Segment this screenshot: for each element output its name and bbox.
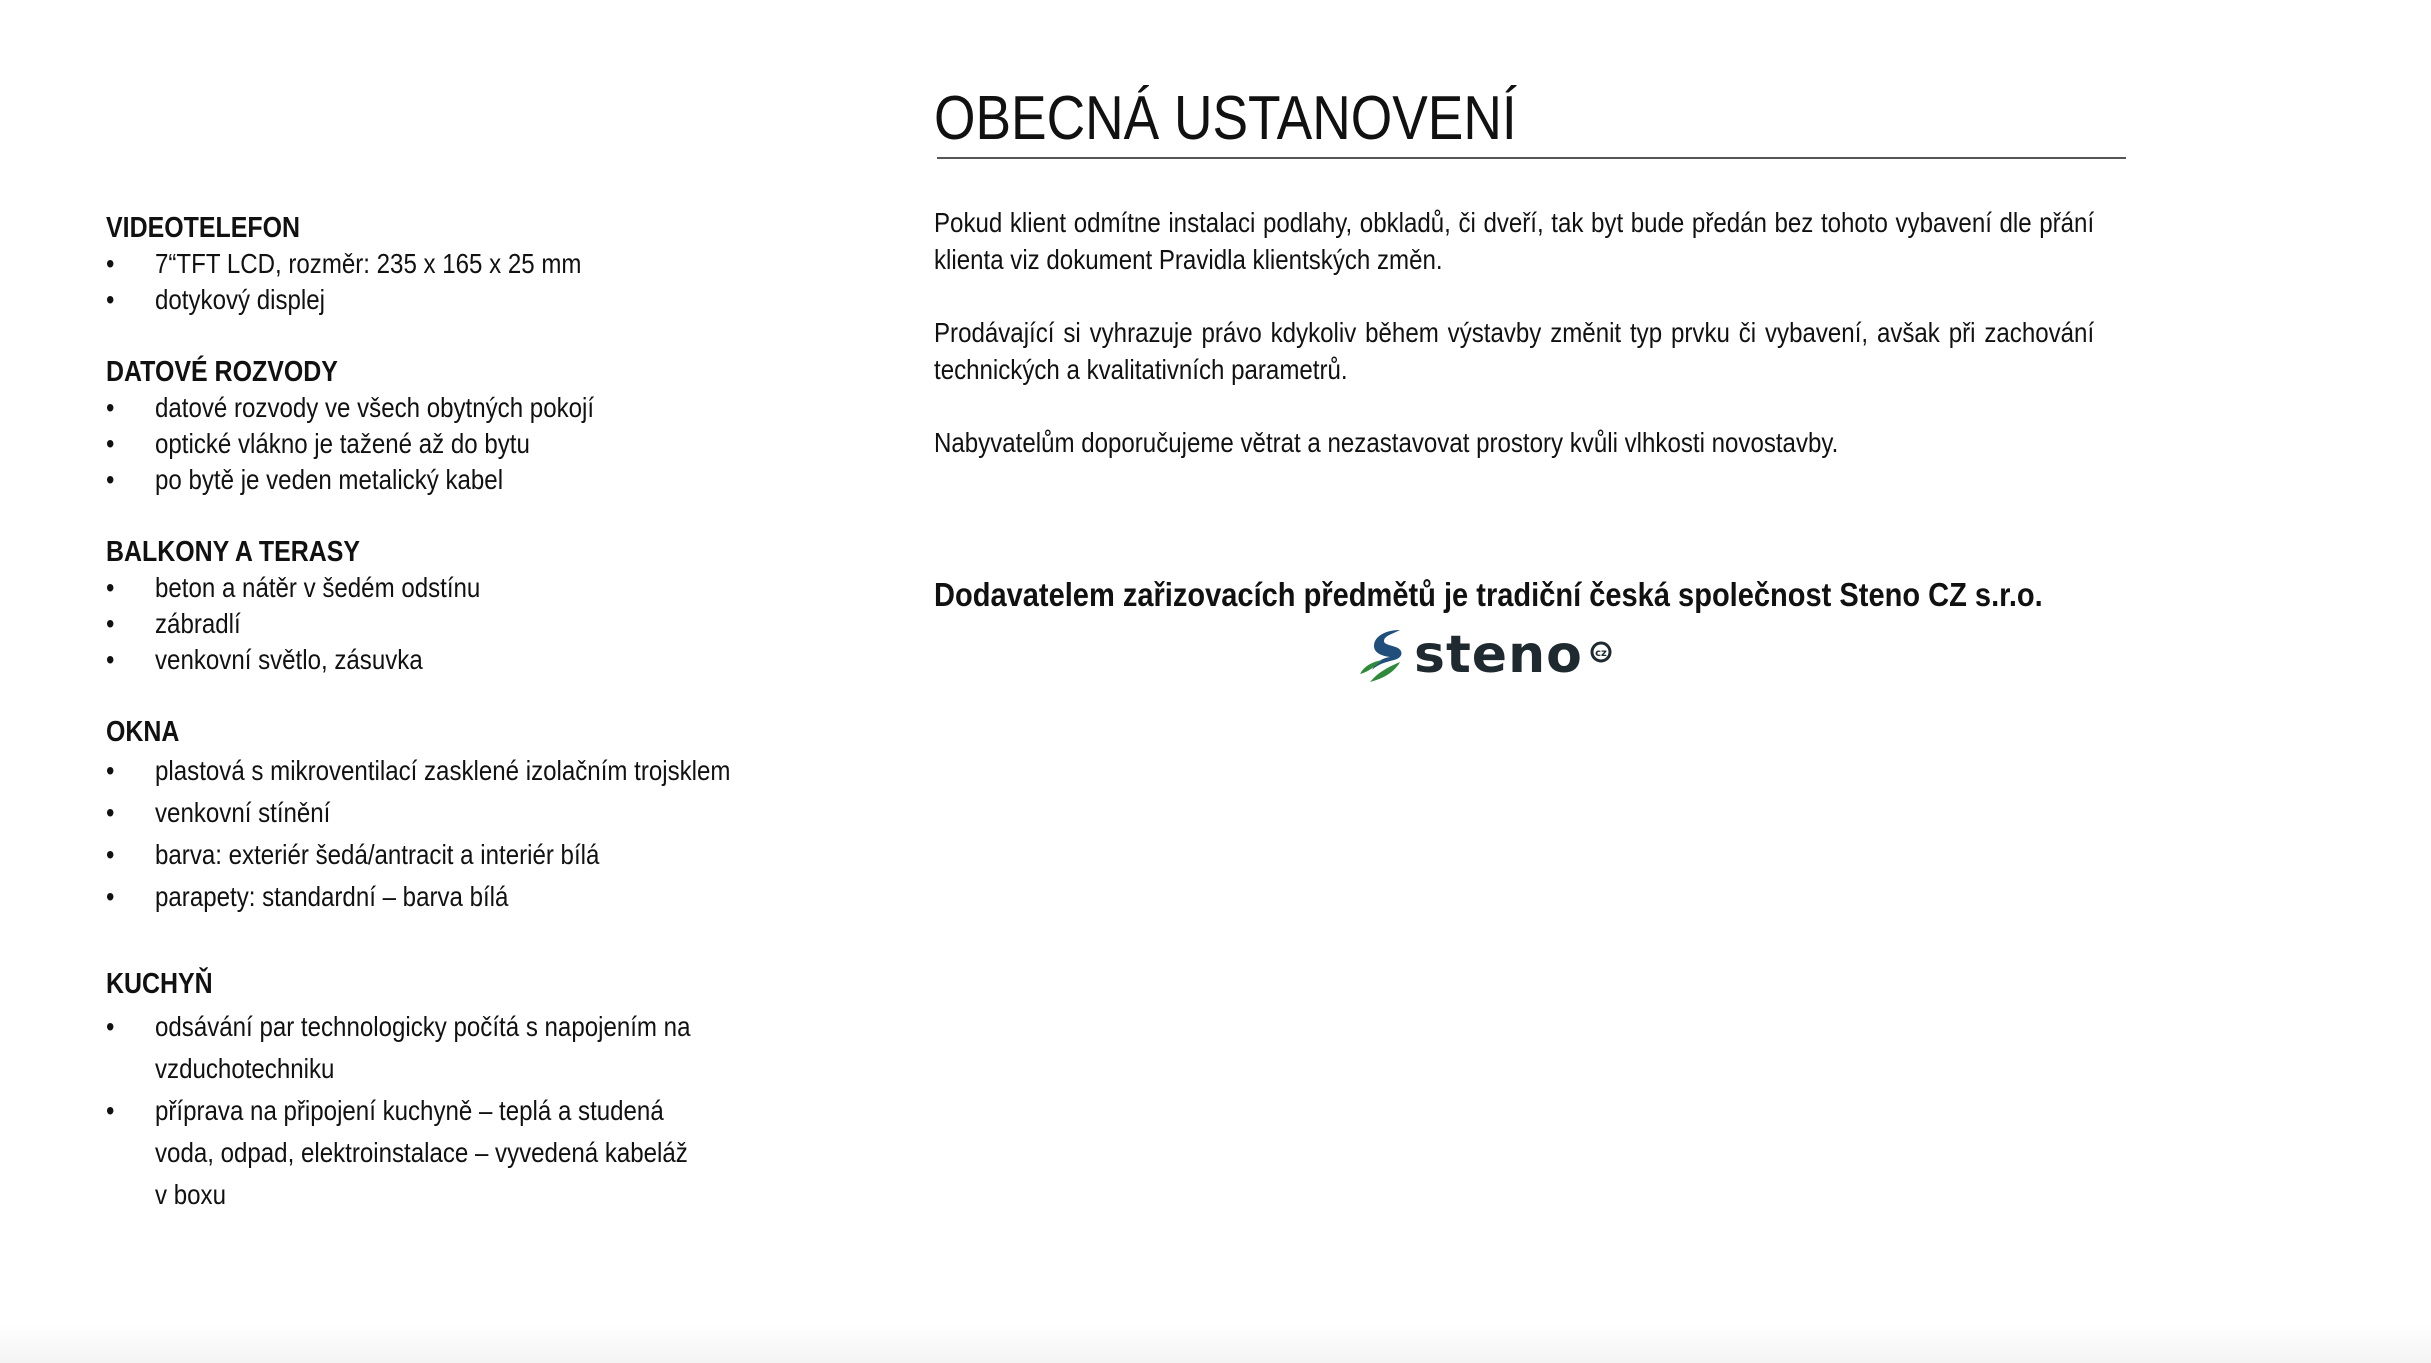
section-title: KUCHYŇ	[106, 968, 213, 1000]
list-item	[106, 390, 828, 426]
list-item-text: beton a nátěr v šedém odstínu	[155, 572, 481, 603]
bullet-list	[106, 1006, 828, 1216]
list-item	[106, 876, 828, 918]
list-item	[106, 792, 828, 834]
bullet-icon: •	[106, 428, 115, 459]
section-title: DATOVÉ ROZVODY	[106, 356, 338, 388]
list-item-text: venkovní stínění	[155, 797, 331, 828]
list-item-text: parapety: standardní – barva bílá	[155, 881, 509, 912]
list-item	[106, 1006, 828, 1090]
logo-mark-cz: cz	[1595, 648, 1607, 659]
list-item	[106, 750, 828, 792]
section-kuchyn	[106, 966, 828, 1216]
page-bottom-shade	[0, 1323, 2431, 1363]
paragraph: Pokud klient odmítne instalaci podlahy, obkladů, či dveří, tak byt bude předán bez tohoto vybavení dle přání klienta viz dokument Pravidla klientských změn.	[934, 207, 2095, 275]
section-title: BALKONY A TERASY	[106, 536, 361, 568]
bullet-list	[106, 570, 828, 678]
list-item	[106, 606, 828, 642]
paragraph: Prodávající si vyhrazuje právo kdykoliv během výstavby změnit typ prvku či vybavení, avšak při zachování technických a kvalitativních parametrů.	[934, 317, 2095, 385]
list-item-text: plastová s mikroventilací zasklené izolačním trojsklem	[155, 755, 731, 786]
bullet-list	[106, 390, 828, 498]
bullet-icon: •	[106, 392, 115, 423]
bullet-icon: •	[106, 839, 115, 870]
bullet-icon: •	[106, 464, 115, 495]
bullet-icon: •	[106, 644, 115, 675]
list-item	[106, 282, 828, 318]
section-okna	[106, 714, 828, 918]
bullet-icon: •	[106, 1095, 115, 1126]
list-item-text: optické vlákno je tažené až do bytu	[155, 428, 530, 459]
section-balkony-a-terasy	[106, 534, 828, 678]
list-item-text: po bytě je veden metalický kabel	[155, 464, 504, 495]
list-item	[106, 246, 828, 282]
list-item-text: barva: exteriér šedá/antracit a interiér bílá	[155, 839, 600, 870]
supplier-statement: Dodavatelem zařizovacích předmětů je tradiční česká společnost Steno CZ s.r.o.	[934, 576, 2043, 613]
section-title: OKNA	[106, 716, 180, 748]
list-item-text: zábradlí	[155, 608, 241, 639]
list-item-text: venkovní světlo, zásuvka	[155, 644, 423, 675]
page-title: OBECNÁ USTANOVENÍ	[934, 84, 1517, 153]
title-divider	[937, 157, 2126, 159]
bullet-icon: •	[106, 797, 115, 828]
bullet-list	[106, 750, 828, 918]
bullet-icon: •	[106, 755, 115, 786]
list-item-text: dotykový displej	[155, 284, 326, 315]
list-item-text: 7“TFT LCD, rozměr: 235 x 165 x 25 mm	[155, 248, 582, 279]
list-item-text: odsávání par technologicky počítá s napojením na vzduchotechniku	[155, 1011, 691, 1084]
steno-logo	[1356, 626, 1616, 686]
section-datove-rozvody	[106, 354, 828, 498]
section-title: VIDEOTELEFON	[106, 212, 300, 244]
logo-wordmark: steno	[1414, 626, 1583, 685]
list-item	[106, 426, 828, 462]
section-videotelefon	[106, 210, 828, 318]
paragraph: Nabyvatelům doporučujeme větrat a nezastavovat prostory kvůli vlhkosti novostavby.	[934, 427, 1839, 458]
bullet-icon: •	[106, 1011, 115, 1042]
bullet-list	[106, 246, 828, 318]
list-item	[106, 462, 828, 498]
left-column	[106, 210, 828, 1252]
bullet-icon: •	[106, 881, 115, 912]
bullet-icon: •	[106, 608, 115, 639]
steno-logo-icon	[1356, 626, 1616, 686]
list-item	[106, 642, 828, 678]
bullet-icon: •	[106, 284, 115, 315]
bullet-icon: •	[106, 572, 115, 603]
bullet-icon: •	[106, 248, 115, 279]
list-item-text: příprava na připojení kuchyně – teplá a studená voda, odpad, elektroinstalace – vyvedená kabeláž v boxu	[155, 1095, 688, 1210]
general-provisions	[934, 204, 2094, 497]
list-item	[106, 834, 828, 876]
list-item	[106, 570, 828, 606]
list-item-text: datové rozvody ve všech obytných pokojí	[155, 392, 595, 423]
list-item	[106, 1090, 705, 1216]
